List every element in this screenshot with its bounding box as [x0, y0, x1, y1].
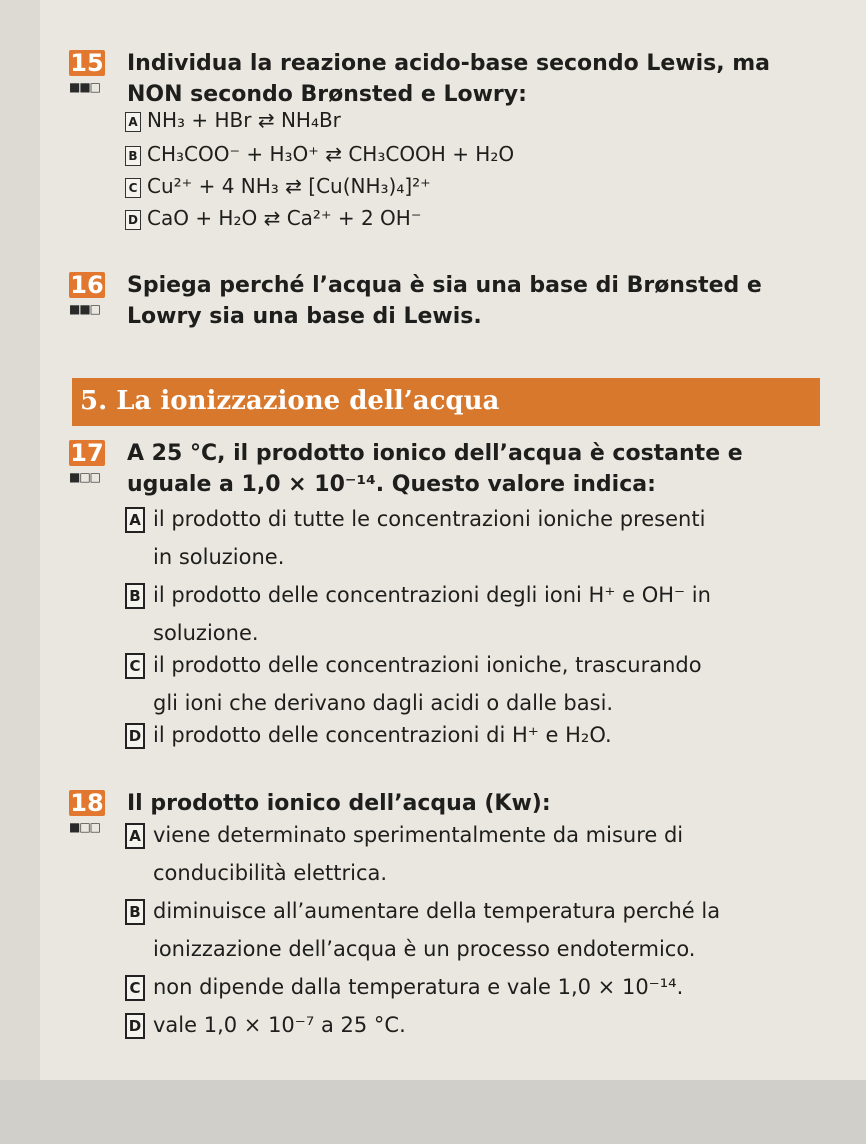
- option-b[interactable]: B il prodotto delle concentrazioni degli ioni H⁺ e OH⁻ in soluzione.: [125, 576, 855, 652]
- option-letter: A: [125, 823, 145, 849]
- question-text: Il prodotto ionico dell’acqua (Kw):: [127, 791, 551, 816]
- question-text: A 25 °C, il prodotto ionico dell’acqua è costante e uguale a 1,0 × 10⁻¹⁴. Questo valore indica:: [127, 441, 743, 497]
- option-a[interactable]: [125, 108, 341, 132]
- option-d[interactable]: D il prodotto delle concentrazioni di H⁺ e H₂O.: [125, 716, 855, 754]
- question-number: 16: [70, 271, 104, 299]
- difficulty-indicator: ■□□: [69, 820, 101, 834]
- difficulty-indicator: ■■□: [69, 80, 101, 94]
- option-d[interactable]: D vale 1,0 × 10⁻⁷ a 25 °C.: [125, 1006, 855, 1044]
- option-letter: C: [125, 178, 141, 198]
- page-bottom-margin: [0, 1080, 866, 1144]
- option-letter: B: [125, 899, 145, 925]
- section-header: [72, 378, 820, 426]
- option-letter: B: [125, 583, 145, 609]
- equation: CaO + H₂O ⇄ Ca²⁺ + 2 OH⁻: [147, 206, 422, 230]
- option-letter: D: [125, 723, 145, 749]
- option-letter: D: [125, 1013, 145, 1039]
- question-number: 18: [70, 789, 104, 817]
- option-c[interactable]: [125, 174, 431, 198]
- option-a[interactable]: A viene determinato sperimentalmente da misure di conducibilità elettrica.: [125, 816, 855, 892]
- option-letter: A: [125, 507, 145, 533]
- option-letter: C: [125, 653, 145, 679]
- option-letter: C: [125, 975, 145, 1001]
- option-letter: D: [125, 210, 141, 230]
- question-number: 15: [70, 49, 104, 77]
- equation: Cu²⁺ + 4 NH₃ ⇄ [Cu(NH₃)₄]²⁺: [147, 174, 431, 198]
- option-letter: A: [125, 112, 141, 132]
- equation: CH₃COO⁻ + H₃O⁺ ⇄ CH₃COOH + H₂O: [147, 142, 515, 166]
- difficulty-indicator: ■□□: [69, 470, 101, 484]
- option-letter: B: [125, 146, 141, 166]
- question-text: Spiega perché l’acqua è sia una base di Brønsted e Lowry sia una base di Lewis.: [127, 273, 762, 329]
- question-text: Individua la reazione acido-base secondo Lewis, ma NON secondo Brønsted e Lowry:: [127, 51, 771, 107]
- difficulty-indicator: ■■□: [69, 302, 101, 316]
- section-title: 5. La ionizzazione dell’acqua: [80, 386, 500, 416]
- option-b[interactable]: B diminuisce all’aumentare della temperatura perché la ionizzazione dell’acqua è un processo endotermico.: [125, 892, 855, 968]
- option-c[interactable]: C non dipende dalla temperatura e vale 1,0 × 10⁻¹⁴.: [125, 968, 855, 1006]
- question-number: 17: [70, 439, 104, 467]
- textbook-page: [40, 0, 866, 1144]
- equation: NH₃ + HBr ⇄ NH₄Br: [147, 108, 341, 132]
- option-d[interactable]: [125, 206, 421, 230]
- option-c[interactable]: C il prodotto delle concentrazioni ioniche, trascurando gli ioni che derivano dagli acidi o dalle basi.: [125, 646, 855, 722]
- option-a[interactable]: A il prodotto di tutte le concentrazioni ioniche presenti in soluzione.: [125, 500, 855, 576]
- option-b[interactable]: [125, 142, 514, 166]
